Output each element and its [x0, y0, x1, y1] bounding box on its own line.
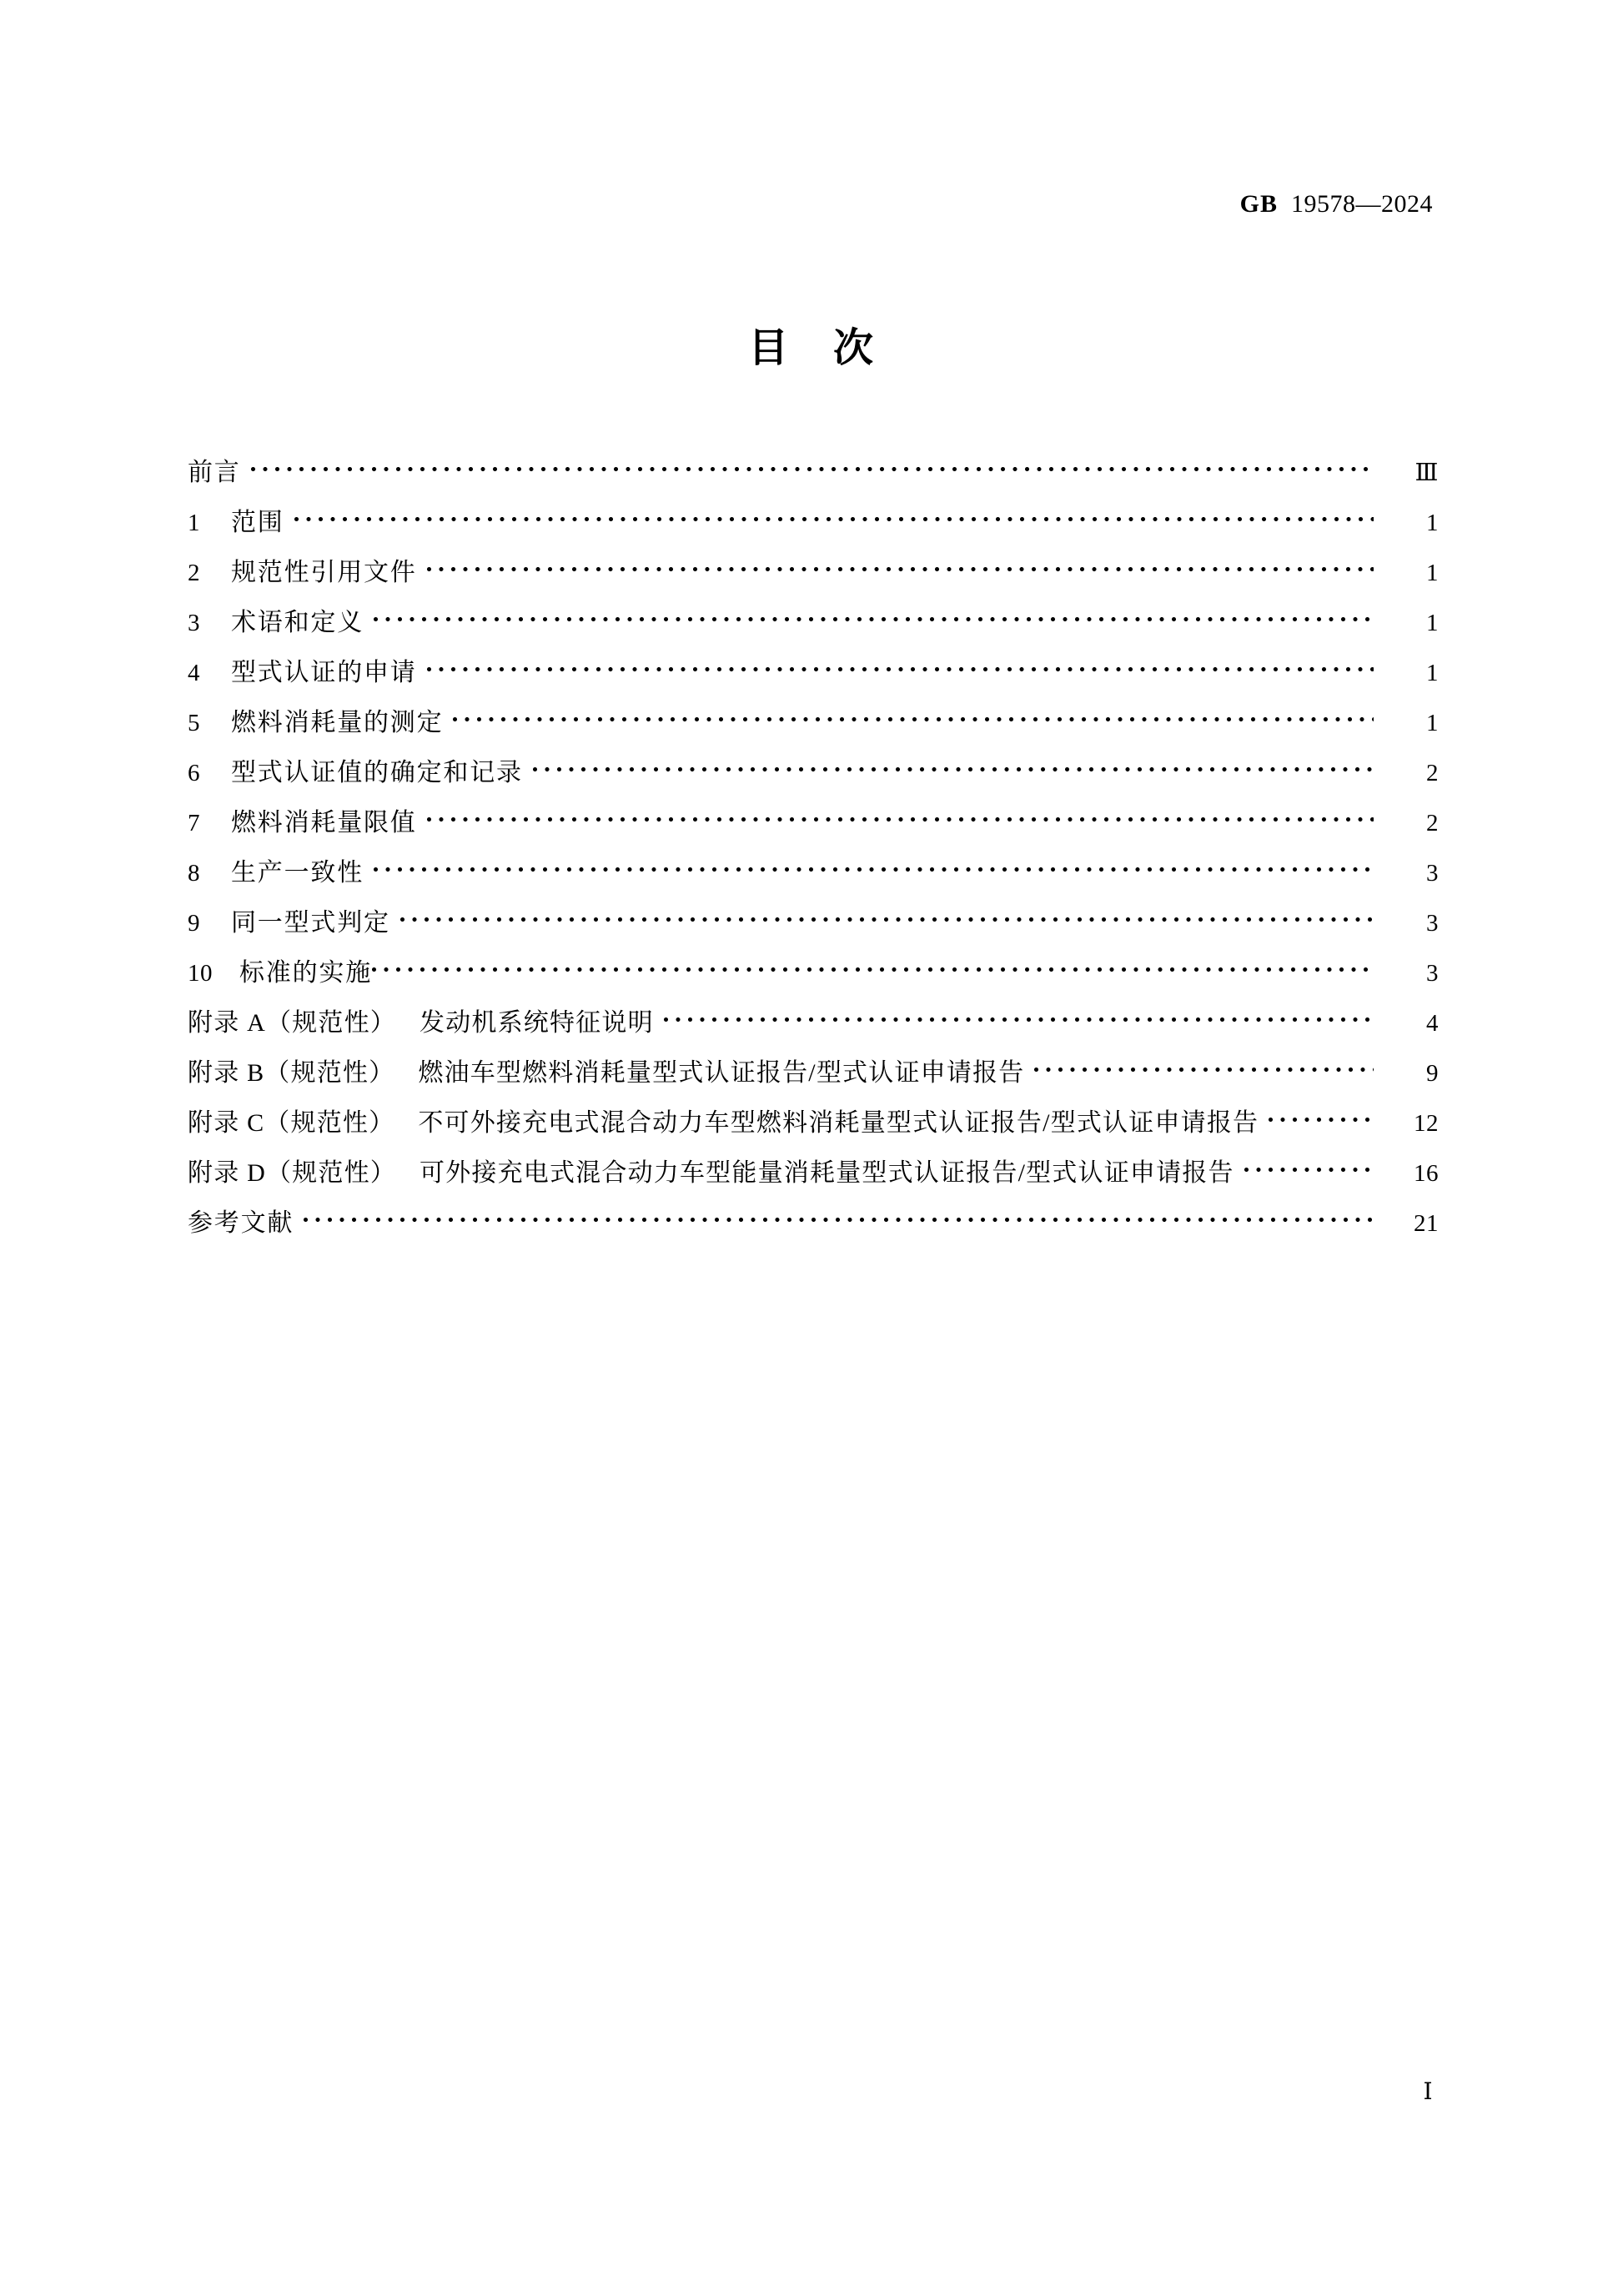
toc-entry-pageno: 3 — [1426, 960, 1439, 987]
toc-entry-pageno: 16 — [1414, 1160, 1439, 1187]
toc-entry-clause-10[interactable] — [188, 956, 1439, 1006]
toc-entry-pageno: 21 — [1414, 1210, 1439, 1237]
toc-entry-label: 范围 — [231, 509, 284, 536]
toc-entry-label: 生产一致性 — [231, 859, 364, 887]
dot-leader — [453, 706, 1374, 731]
toc-entry-clause-8[interactable] — [188, 856, 1439, 906]
dot-leader — [427, 806, 1374, 831]
toc-entry-label: 前言 — [188, 459, 241, 486]
dot-leader — [427, 656, 1374, 681]
dot-leader — [1269, 1106, 1374, 1131]
toc-entry-pageno: 2 — [1426, 760, 1439, 786]
toc-entry-pageno: 2 — [1426, 810, 1439, 837]
toc-entry-label: 术语和定义 — [231, 609, 364, 636]
toc-entry-pageno: 1 — [1426, 710, 1439, 736]
page-folio: Ⅰ — [1423, 2079, 1433, 2105]
toc-entry-clause-2[interactable] — [188, 555, 1439, 605]
toc-entry-pageno: 1 — [1426, 510, 1439, 536]
dot-leader — [427, 555, 1374, 580]
dot-leader — [400, 906, 1374, 931]
toc-entry-label: 规范性引用文件 — [231, 559, 417, 586]
toc-entry-clause-4[interactable] — [188, 656, 1439, 706]
toc-entry-label: 燃料消耗量限值 — [231, 809, 417, 837]
toc-entry-label: 型式认证值的确定和记录 — [231, 759, 523, 786]
toc-entry-annex-c[interactable] — [188, 1106, 1439, 1156]
toc-entry-number: 3 — [188, 610, 200, 636]
toc-entry-clause-7[interactable] — [188, 806, 1439, 856]
toc-entry-label: 型式认证的申请 — [231, 659, 417, 686]
toc-entry-foreword[interactable] — [188, 455, 1439, 505]
toc-entry-annex-d[interactable] — [188, 1156, 1439, 1206]
toc-entry-label: 同一型式判定 — [231, 909, 390, 937]
toc-entry-number: 5 — [188, 710, 200, 736]
toc-entry-clause-1[interactable] — [188, 505, 1439, 555]
toc-annex-tag: 附录 C（规范性） — [188, 1109, 395, 1137]
toc-entry-pageno: 4 — [1426, 1010, 1439, 1037]
toc-entry-pageno: 9 — [1426, 1060, 1439, 1087]
toc-annex-title: 不可外接充电式混合动力车型燃料消耗量型式认证报告/型式认证申请报告 — [418, 1109, 1259, 1137]
dot-leader — [1034, 1056, 1374, 1081]
toc-entry-label: 参考文献 — [188, 1209, 294, 1237]
dot-leader — [533, 756, 1374, 781]
toc-entry-pageno: 12 — [1414, 1110, 1439, 1137]
page-title — [0, 315, 1623, 373]
toc-annex-title: 可外接充电式混合动力车型能量消耗量型式认证报告/型式认证申请报告 — [419, 1159, 1234, 1187]
dot-leader — [1244, 1156, 1374, 1181]
dot-leader — [664, 1006, 1374, 1031]
running-header — [1240, 190, 1433, 219]
toc-entry-pageno: 3 — [1426, 910, 1439, 937]
toc-entry-clause-5[interactable] — [188, 706, 1439, 756]
toc-entry-annex-a[interactable] — [188, 1006, 1439, 1056]
toc-entry-number: 4 — [188, 660, 200, 686]
toc-entry-number: 2 — [188, 560, 200, 586]
toc-entry-number: 1 — [188, 510, 200, 536]
toc-annex-title: 发动机系统特征说明 — [419, 1009, 654, 1037]
toc-annex-tag: 附录 A（规范性） — [188, 1009, 396, 1037]
page-title-char-1: 目 — [748, 326, 790, 370]
toc-entry-pageno: 3 — [1426, 860, 1439, 887]
toc-entry-number: 8 — [188, 860, 200, 887]
toc-entry-label: 标准的实施 — [239, 959, 372, 987]
toc-entry-pageno: Ⅲ — [1414, 460, 1439, 486]
toc-entry-clause-6[interactable] — [188, 756, 1439, 806]
standard-mark: GB — [1239, 190, 1278, 218]
toc-entry-number: 7 — [188, 810, 200, 837]
toc-entry-number: 10 — [188, 960, 213, 987]
dot-leader — [372, 956, 1374, 981]
toc-entry-number: 9 — [188, 910, 200, 937]
toc-annex-tag: 附录 D（规范性） — [188, 1159, 396, 1187]
toc-entry-bibliography[interactable] — [188, 1206, 1439, 1256]
toc-entry-pageno: 1 — [1426, 660, 1439, 686]
dot-leader — [304, 1206, 1374, 1231]
toc-entry-label: 燃料消耗量的测定 — [231, 709, 444, 736]
toc-entry-clause-3[interactable] — [188, 605, 1439, 656]
dot-leader — [374, 605, 1374, 631]
dot-leader — [294, 505, 1374, 530]
toc-entry-pageno: 1 — [1426, 610, 1439, 636]
toc-annex-title: 燃油车型燃料消耗量型式认证报告/型式认证申请报告 — [418, 1059, 1025, 1087]
table-of-contents — [188, 455, 1439, 1256]
standard-number: 19578—2024 — [1291, 190, 1433, 218]
toc-entry-annex-b[interactable] — [188, 1056, 1439, 1106]
toc-entry-pageno: 1 — [1426, 560, 1439, 586]
dot-leader — [251, 455, 1374, 480]
toc-entry-number: 6 — [188, 760, 200, 786]
page-title-char-2: 次 — [833, 326, 875, 370]
dot-leader — [374, 856, 1374, 881]
toc-annex-tag: 附录 B（规范性） — [188, 1059, 395, 1087]
toc-entry-clause-9[interactable] — [188, 906, 1439, 956]
